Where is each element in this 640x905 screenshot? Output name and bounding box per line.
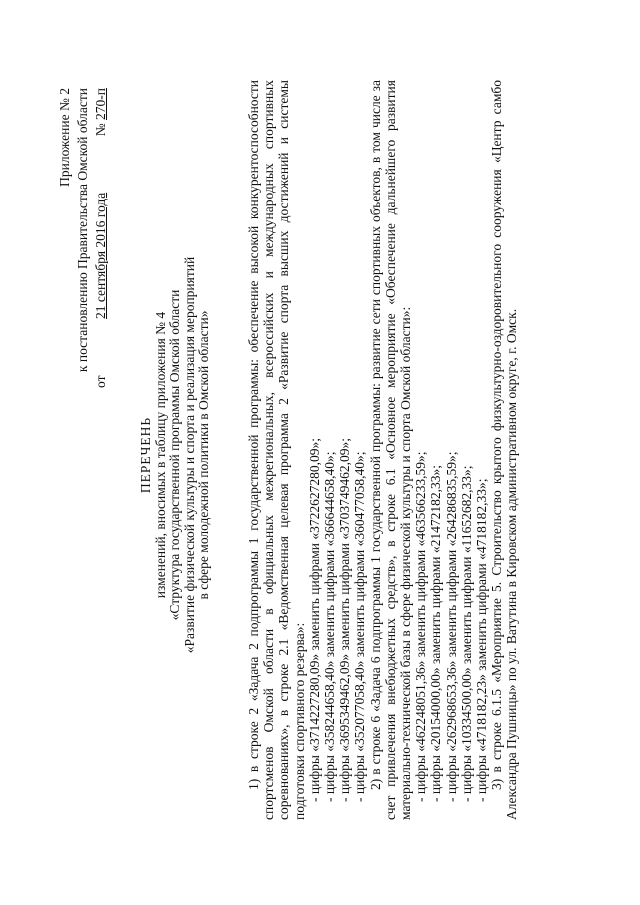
resolution-date: 21 сентября 2016 года [93,192,108,319]
list-item: - цифры «3714227280,09» заменить цифрами «3722627280,09»; [306,438,322,802]
title-line-3: «Развитие физической культуры и спорта и реализация мероприятий [181,256,197,654]
list-item: - цифры «10334500,00» заменить цифрами «11652682,33»; [458,465,474,802]
title-main: ПЕРЕЧЕНЬ [138,416,153,494]
list-item: - цифры «262968653,36» заменить цифрами «264286835,59»; [443,451,459,802]
paragraph-2: 2) в строке 6 «Задача 6 подпрограммы 1 государственной программы: развитие сети спортивных объектов, в том числе за счет привлечения внебюджетных средств», в строке 6.1 «Основное мероприятие «Обеспечение дальнейшего развития материально-технической базы в сфере физической культуры и спорта Омской области»: [367,80,414,820]
appendix-date-line [92,88,110,388]
list-item: - цифры «4718182,23» заменить цифрами «4718182,33»; [474,478,490,802]
appendix-resolution: к постановлению Правительства Омской области [75,88,90,373]
list-item: - цифры «462248051,36» заменить цифрами «463566233,59»; [413,451,429,802]
list-item: - цифры «358244658,40» заменить цифрами «366644658,40»; [322,451,338,802]
resolution-number: 270-п [93,88,108,120]
document-title [139,125,212,785]
number-prefix: № [93,123,108,137]
title-line-4: в сфере молодежной политики в Омской области» [196,310,211,600]
list-item: - цифры «20154000,00» заменить цифрами «21472182,33»; [428,465,444,802]
document-body [246,80,520,820]
paragraph-1: 1) в строке 2 «Задача 2 подпрограммы 1 государственной программы: обеспечение высокой конкурентоспособности спортсменов Омской области в официальных межрегиональных, всероссийских и международных спортивных соревнованиях», в строке 2.1 «Ведомственная целевая программа 2 «Развитие спорта высших достижений и системы подготовки спортивного резерва»: [246,80,307,820]
appendix-header [56,88,110,388]
list-item: - цифры «3695349462,09» заменить цифрами «3703749462,09»; [337,438,353,802]
list-item: - цифры «352077058,40» заменить цифрами «360477058,40»; [352,451,368,802]
paragraph-3: 3) в строке 6.1.5 «Мероприятие 5. Строительство крытого физкультурно-оздоровительного сооружения «Центр самбо Александра Пушницы» по ул. Ватутина в Кировском административном округе, г. Омск. [489,80,520,820]
date-prefix: от [93,375,108,388]
title-line-2: «Структура государственной программы Омской области [167,289,182,621]
title-line-1: изменений, вносимых в таблицу приложения № 4 [152,311,168,599]
appendix-title: Приложение № 2 [57,88,72,187]
